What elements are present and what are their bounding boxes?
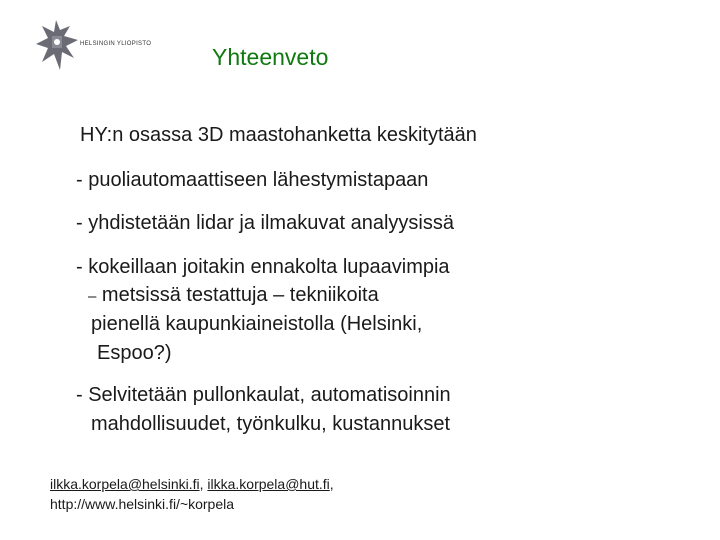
- helsinki-university-emblem-icon: [34, 18, 80, 74]
- university-logo: [34, 18, 174, 74]
- sub-item: Espoo?): [97, 342, 172, 364]
- homepage-url: http://www.helsinki.fi/~korpela: [50, 496, 235, 512]
- sub-item-text: metsissä testattuja – tekniikoita: [101, 284, 379, 306]
- bullet-item: - yhdistetään lidar ja ilmakuvat analyysissä: [76, 212, 454, 234]
- email-link[interactable]: ilkka.korpela@helsinki.fi: [50, 476, 200, 492]
- bullet-continuation: mahdollisuudet, työnkulku, kustannukset: [91, 413, 451, 435]
- bullet-item: - Selvitetään pullonkaulat, automatisoinnin: [76, 384, 451, 406]
- email-link[interactable]: ilkka.korpela@hut.fi: [207, 476, 330, 492]
- sub-item: [88, 285, 379, 305]
- intro-line: HY:n osassa 3D maastohanketta keskitytään: [80, 124, 477, 146]
- sub-item-dash: –: [88, 288, 97, 305]
- slide-title: Yhteenveto: [212, 44, 329, 70]
- bullet-item: - puoliautomaattiseen lähestymistapaan: [76, 169, 429, 191]
- email-separator: ,: [199, 476, 208, 492]
- bullet-item: - kokeillaan joitakin ennakolta lupaavimpia: [76, 256, 450, 278]
- contact-emails: [50, 474, 334, 494]
- trailing-comma: ,: [329, 476, 334, 492]
- logo-text: HELSINGIN YLIOPISTO: [80, 41, 152, 47]
- contact-footer: [50, 474, 334, 514]
- sub-item: pienellä kaupunkiaineistolla (Helsinki,: [91, 313, 423, 335]
